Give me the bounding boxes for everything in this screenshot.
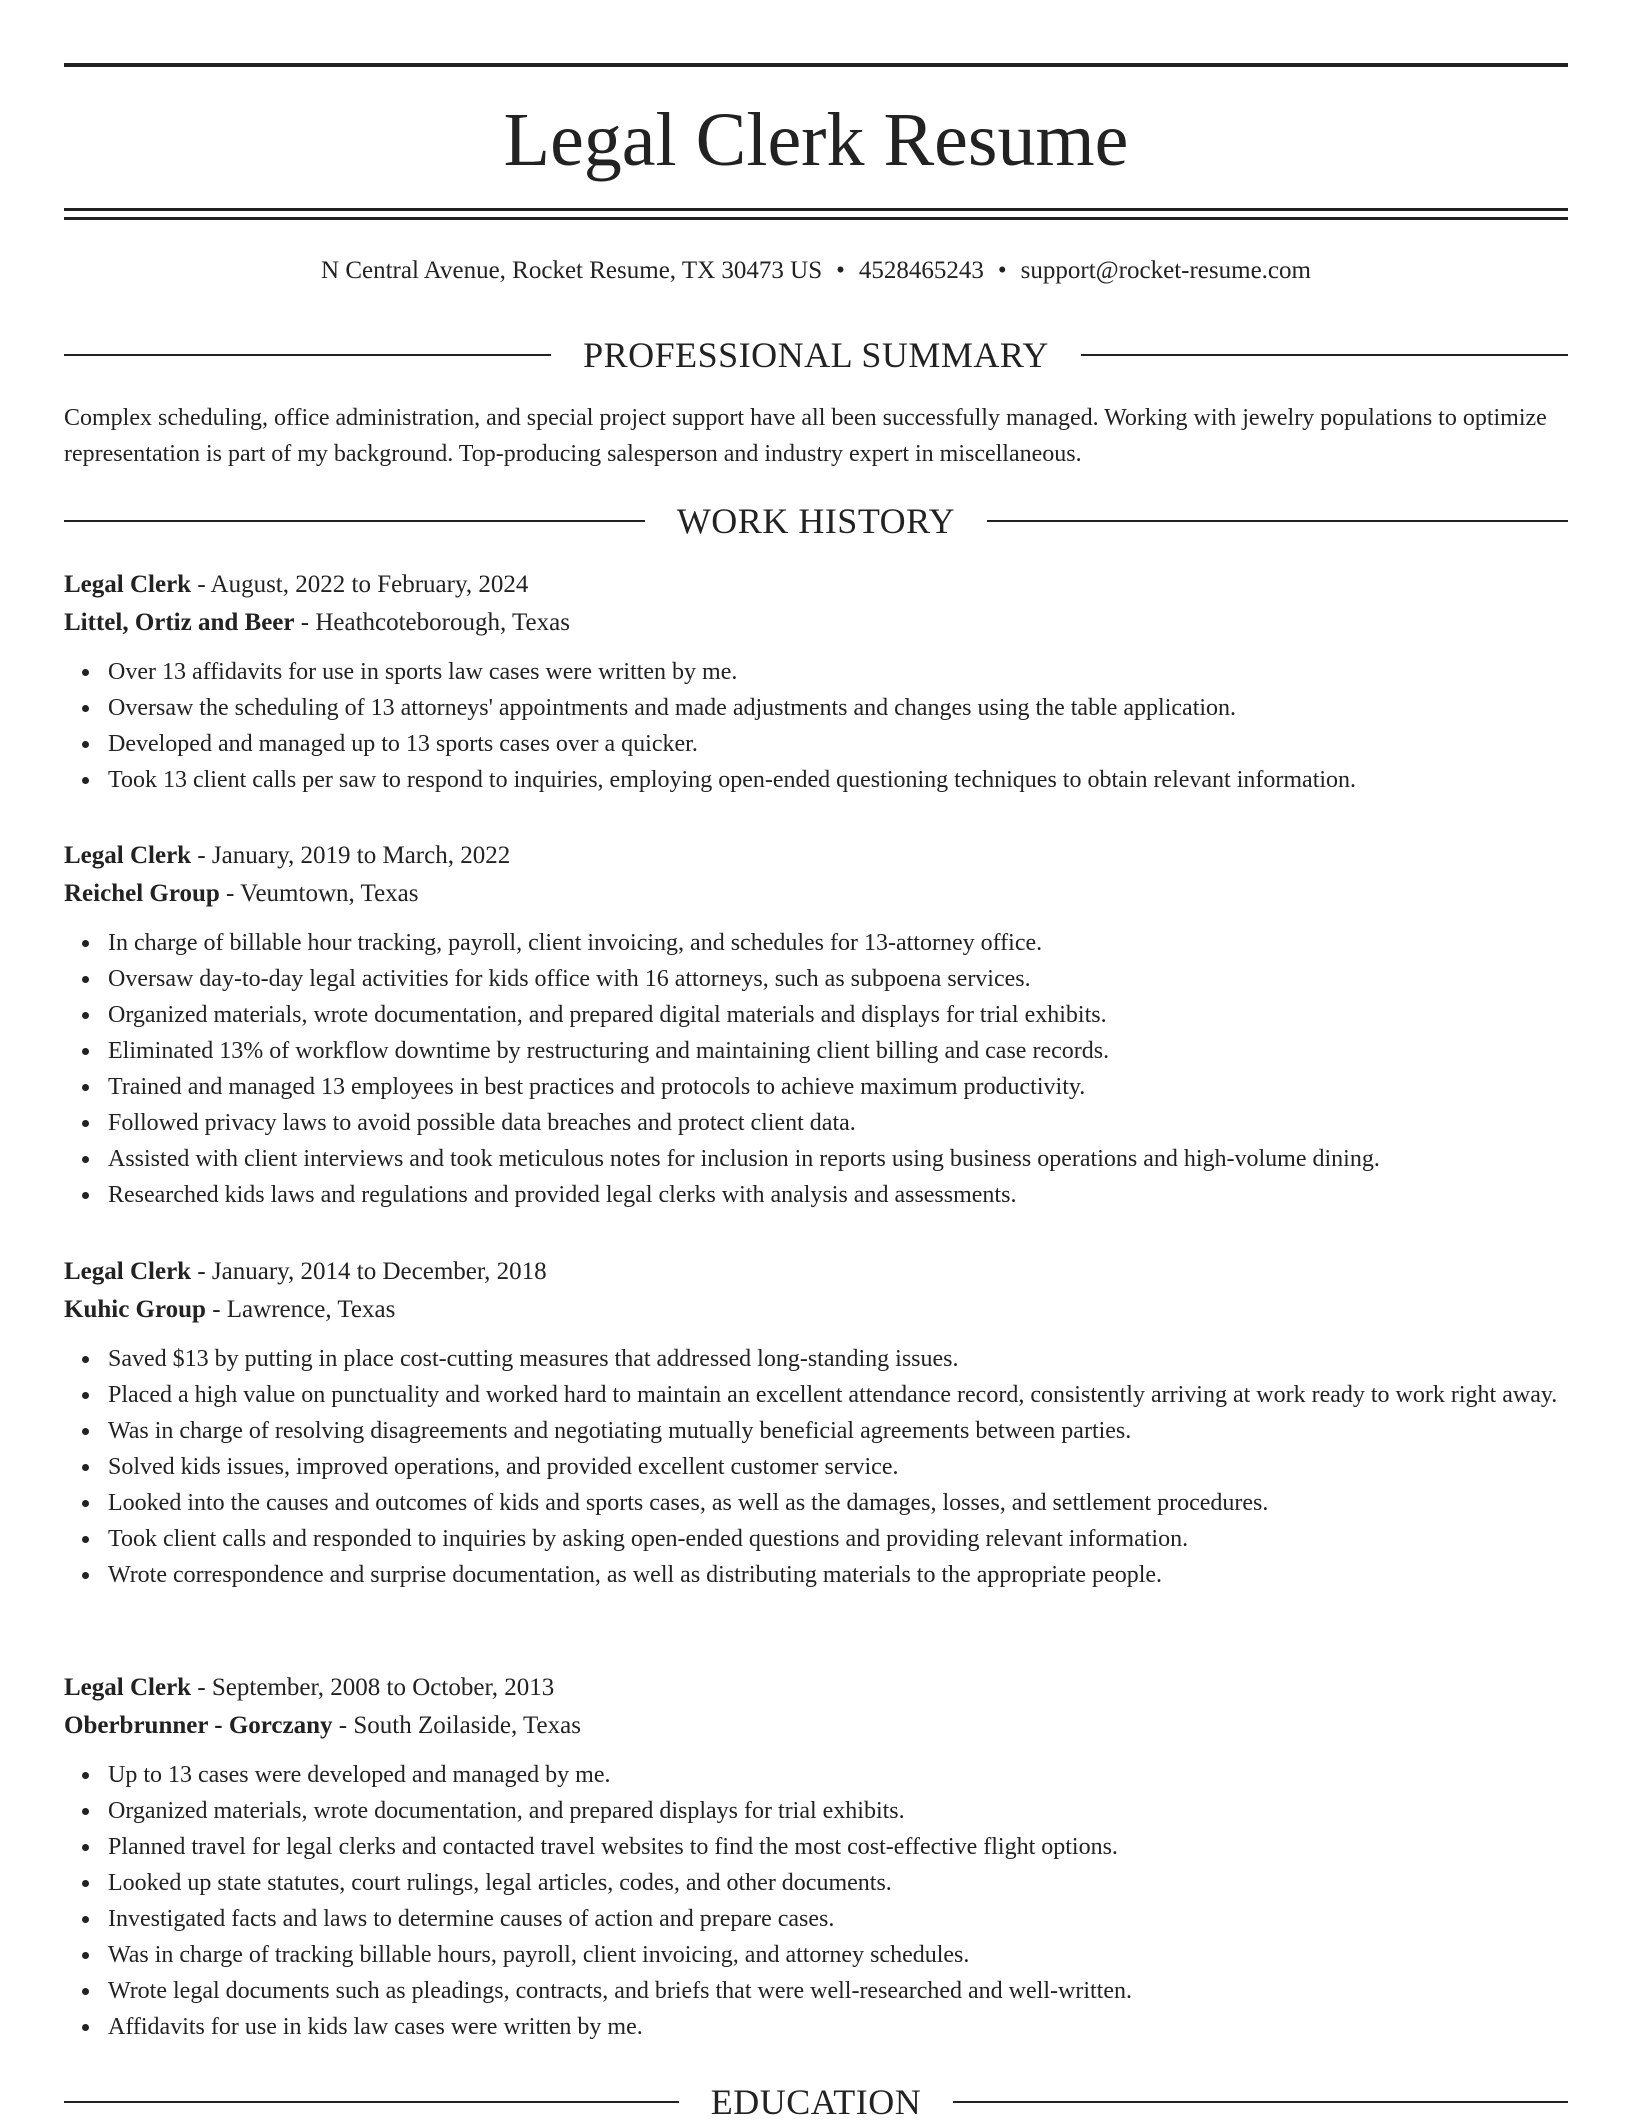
job-entry bbox=[64, 1253, 1568, 1593]
job-bullet: Wrote legal documents such as pleadings, contracts, and briefs that were well-researched and well-written. bbox=[108, 1973, 1568, 2009]
job-dates: - January, 2019 to March, 2022 bbox=[191, 842, 511, 869]
job-dates: - January, 2014 to December, 2018 bbox=[191, 1258, 547, 1285]
job-bullet: Over 13 affidavits for use in sports law cases were written by me. bbox=[108, 654, 1568, 690]
job-bullet: Investigated facts and laws to determine causes of action and prepare cases. bbox=[108, 1901, 1568, 1937]
contact-separator: • bbox=[997, 257, 1007, 284]
section-heading-summary bbox=[64, 333, 1568, 377]
job-title-line bbox=[64, 1669, 1568, 1707]
job-entry bbox=[64, 566, 1568, 798]
job-bullet: Oversaw the scheduling of 13 attorneys' appointments and made adjustments and changes using the table application. bbox=[108, 690, 1568, 726]
job-entry bbox=[64, 837, 1568, 1213]
job-bullet: Developed and managed up to 13 sports cases over a quicker. bbox=[108, 726, 1568, 762]
job-bullet: Took 13 client calls per saw to respond to inquiries, employing open-ended questioning techniques to obtain relevant information. bbox=[108, 762, 1568, 798]
job-bullet: Researched kids laws and regulations and provided legal clerks with analysis and assessments. bbox=[108, 1177, 1568, 1213]
job-employer: Littel, Ortiz and Beer bbox=[64, 609, 295, 636]
job-bullet: Affidavits for use in kids law cases were written by me. bbox=[108, 2009, 1568, 2045]
job-bullets bbox=[64, 1341, 1568, 1593]
job-location: - Heathcoteborough, Texas bbox=[294, 609, 570, 636]
job-location: - South Zoilaside, Texas bbox=[332, 1712, 581, 1739]
job-bullet: Was in charge of tracking billable hours, payroll, client invoicing, and attorney schedules. bbox=[108, 1937, 1568, 1973]
header-double-rule bbox=[64, 208, 1568, 220]
job-bullet: Took client calls and responded to inquiries by asking open-ended questions and providing relevant information. bbox=[108, 1521, 1568, 1557]
job-title: Legal Clerk bbox=[64, 1674, 192, 1701]
divider-line bbox=[64, 2101, 679, 2103]
job-bullets bbox=[64, 925, 1568, 1213]
job-bullet: Saved $13 by putting in place cost-cutting measures that addressed long-standing issues. bbox=[108, 1341, 1568, 1377]
job-dates: - August, 2022 to February, 2024 bbox=[191, 571, 529, 598]
divider-line bbox=[987, 520, 1568, 522]
job-title-line bbox=[64, 566, 1568, 604]
divider-line bbox=[953, 2101, 1568, 2103]
job-title-line bbox=[64, 1253, 1568, 1291]
contact-separator: • bbox=[836, 257, 845, 284]
job-employer: Reichel Group bbox=[64, 880, 220, 907]
job-bullet: Wrote correspondence and surprise documentation, as well as distributing materials to the appropriate people. bbox=[108, 1557, 1568, 1593]
divider-line bbox=[64, 520, 645, 522]
job-employer: Oberbrunner - Gorczany bbox=[64, 1712, 333, 1739]
job-bullet: Assisted with client interviews and took meticulous notes for inclusion in reports using business operations and high-volume dining. bbox=[108, 1141, 1568, 1177]
job-bullet: Followed privacy laws to avoid possible data breaches and protect client data. bbox=[108, 1105, 1568, 1141]
job-employer-line bbox=[64, 1707, 1568, 1745]
job-bullet: Up to 13 cases were developed and managed by me. bbox=[108, 1757, 1568, 1793]
job-employer-line bbox=[64, 875, 1568, 913]
job-bullet: Looked into the causes and outcomes of kids and sports cases, as well as the damages, losses, and settlement procedures. bbox=[108, 1485, 1568, 1521]
resume-title: Legal Clerk Resume bbox=[503, 98, 1129, 182]
job-location: - Lawrence, Texas bbox=[205, 1296, 396, 1323]
job-bullet: Organized materials, wrote documentation, and prepared digital materials and displays for trial exhibits. bbox=[108, 997, 1568, 1033]
job-bullets bbox=[64, 654, 1568, 798]
job-title: Legal Clerk bbox=[64, 1258, 192, 1285]
section-heading-label: EDUCATION bbox=[710, 2082, 922, 2122]
section-heading-education bbox=[64, 2080, 1568, 2124]
job-bullet: Trained and managed 13 employees in best practices and protocols to achieve maximum productivity. bbox=[108, 1069, 1568, 1105]
header-top-rule bbox=[64, 63, 1568, 67]
job-employer-line bbox=[64, 1291, 1568, 1329]
job-bullet: Organized materials, wrote documentation, and prepared displays for trial exhibits. bbox=[108, 1793, 1568, 1829]
contact-email: support@rocket-resume.com bbox=[1020, 257, 1311, 284]
section-heading-work-history bbox=[64, 499, 1568, 543]
job-entry bbox=[64, 1669, 1568, 2045]
job-title: Legal Clerk bbox=[64, 571, 192, 598]
contact-address: N Central Avenue, Rocket Resume, TX 30473 US bbox=[321, 257, 823, 284]
section-heading-label: PROFESSIONAL SUMMARY bbox=[583, 335, 1049, 375]
summary-text: Complex scheduling, office administration, and special project support have all been successfully managed. Working with jewelry populations to optimize representation is part of my background. Top-producing salesperson and industry expert in miscellaneous. bbox=[64, 405, 1547, 467]
job-bullet: Placed a high value on punctuality and worked hard to maintain an excellent attendance record, consistently arriving at work ready to work right away. bbox=[108, 1377, 1568, 1413]
job-bullet: In charge of billable hour tracking, payroll, client invoicing, and schedules for 13-attorney office. bbox=[108, 925, 1568, 961]
job-bullet: Planned travel for legal clerks and contacted travel websites to find the most cost-effective flight options. bbox=[108, 1829, 1568, 1865]
job-title-line bbox=[64, 837, 1568, 875]
job-employer-line bbox=[64, 604, 1568, 642]
job-bullet: Oversaw day-to-day legal activities for kids office with 16 attorneys, such as subpoena services. bbox=[108, 961, 1568, 997]
section-heading-label: WORK HISTORY bbox=[676, 501, 956, 541]
job-bullet: Looked up state statutes, court rulings, legal articles, codes, and other documents. bbox=[108, 1865, 1568, 1901]
divider-line bbox=[1081, 354, 1568, 356]
job-bullet: Was in charge of resolving disagreements and negotiating mutually beneficial agreements between parties. bbox=[108, 1413, 1568, 1449]
divider-line bbox=[64, 354, 551, 356]
job-bullet: Solved kids issues, improved operations, and provided excellent customer service. bbox=[108, 1449, 1568, 1485]
job-title: Legal Clerk bbox=[64, 842, 192, 869]
job-location: - Veumtown, Texas bbox=[219, 880, 419, 907]
contact-phone: 4528465243 bbox=[858, 257, 984, 284]
job-bullet: Eliminated 13% of workflow downtime by restructuring and maintaining client billing and case records. bbox=[108, 1033, 1568, 1069]
job-employer: Kuhic Group bbox=[64, 1296, 206, 1323]
contact-line bbox=[64, 254, 1568, 288]
job-dates: - September, 2008 to October, 2013 bbox=[191, 1674, 555, 1701]
job-bullets bbox=[64, 1757, 1568, 2045]
